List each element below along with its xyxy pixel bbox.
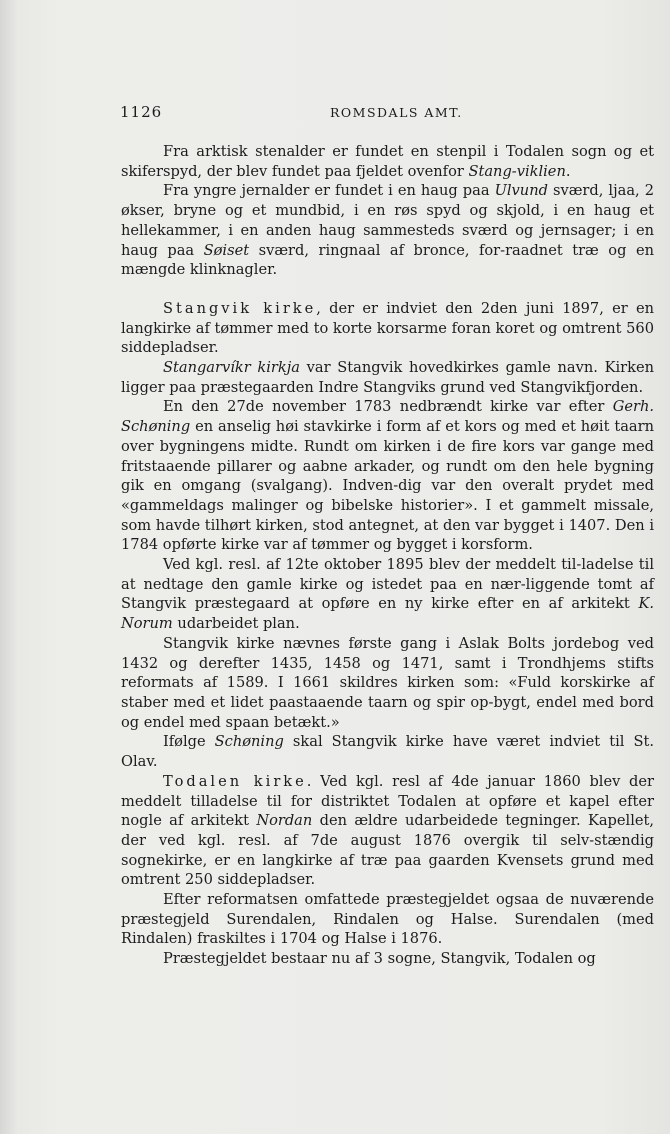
paragraph: [121, 358, 654, 397]
paragraph: [121, 142, 654, 181]
paragraph: [121, 555, 654, 634]
text-run: Præstegjeldet bestaar nu af 3 sogne, Stangvik, Todalen og: [163, 950, 596, 968]
italic-text: Stangarvíkr kirkja: [163, 359, 300, 377]
text-run: Fra arktisk stenalder er fundet en stenpil i Todalen sogn og et skiferspyd, der blev fundet paa fjeldet ovenfor: [121, 143, 654, 180]
page-number: 1126: [120, 103, 163, 121]
paragraph: [121, 397, 654, 555]
text-run: udarbeidet plan.: [172, 615, 300, 633]
italic-text: Stang-viklien: [468, 162, 566, 180]
body-text: [121, 142, 654, 969]
text-run: den ældre udarbeidede tegninger. Kapellet, der ved kgl. resl. af 7de august 1876 overgik til selv-stændig sognekirke, er en langkirke af træ paa gaarden Kvensets grund med omtrent 250 siddepladser.: [121, 812, 655, 889]
paragraph: [121, 890, 654, 949]
paragraph: [121, 181, 654, 280]
text-run: Ved kgl. resl. af 12te oktober 1895 blev der meddelt til-ladelse til at nedtage den gamle kirke og istedet paa en nær-liggende tomt af Stangvik præstegaard at opføre en ny kirke efter en af arkitekt: [121, 556, 654, 613]
text-run: skal Stangvik kirke have været indviet til St. Olav.: [121, 733, 654, 771]
page-header: [120, 103, 648, 125]
text-run: var Stangvik hovedkirkes gamle navn. Kirken ligger paa præstegaarden Indre Stangviks grund ved Stangvikfjorden.: [121, 359, 654, 396]
text-run: Fra yngre jernalder er fundet i en haug paa: [163, 182, 495, 200]
spaced-heading: Todalen kirke: [163, 772, 307, 790]
text-run: en anselig høi stavkirke i form af et kors og med et høit taarn over bygningens midte. Rundt om kirken i de fire kors var gange med fritstaaende pillarer og aabne arkader, og rundt om den hele bygning gik en omgang (svalgang). Indven-dig var den overalt prydet med «gammeldags malinger og bibelske historier». I et gammelt missale, som havde tilhørt kirken, stod antegnet, at den var bygget i 1407. Den i 1784 opførte kirke var af tømmer og bygget i korsform.: [121, 418, 654, 554]
text-run: .: [565, 162, 571, 180]
running-head: ROMSDALS AMT.: [330, 105, 463, 120]
text-run: . Ved kgl. resl af 4de januar 1860 blev der meddelt tilladelse til for distriktet Todalen at opføre et kapel efter nogle af arkitekt: [121, 772, 654, 830]
paragraph: [121, 634, 654, 733]
italic-text: Schøning: [214, 733, 284, 751]
paragraph: [121, 949, 654, 969]
paragraph: [121, 299, 654, 358]
paragraph: [121, 772, 654, 890]
paragraph: [121, 732, 654, 771]
italic-text: Søiset: [203, 241, 250, 259]
text-run: sværd, ringnaal af bronce, for-raadnet træ og en mængde klinknagler.: [121, 241, 654, 279]
italic-text: Nordan: [256, 812, 313, 830]
italic-text: Gerh. Schøning: [121, 398, 654, 436]
text-run: sværd, ljaa, 2 økser, bryne og et mundbid, i en røs spyd og skjold, i en haug et hellekammer, i en anden haug sammesteds sværd og jernsager; i en haug paa: [121, 182, 654, 259]
italic-text: Ulvund: [494, 182, 548, 200]
spaced-heading: Stangvik kirke: [163, 299, 317, 317]
text-run: Efter reformatsen omfattede præstegjeldet ogsaa de nuværende præstegjeld Surendalen, Rindalen og Halse. Surendalen (med Rindalen) fraskiltes i 1704 og Halse i 1876.: [121, 891, 654, 948]
text-run: Ifølge: [163, 733, 215, 751]
text-run: , der er indviet den 2den juni 1897, er en langkirke af tømmer med to korte korsarme foran koret og omtrent 560 siddepladser.: [121, 299, 654, 357]
italic-text: K. Norum: [121, 595, 654, 633]
text-run: En den 27de november 1783 nedbrændt kirke var efter: [163, 398, 613, 416]
text-run: Stangvik kirke nævnes første gang i Aslak Bolts jordebog ved 1432 og derefter 1435, 1458 og 1471, samt i Trondhjems stifts reformats af 1589. I 1661 skildres kirken som: «Fuld korskirke af staber med et lidet paastaaende taarn og spir op-bygt, endel med bord og endel med spaan betækt.»: [121, 634, 654, 731]
